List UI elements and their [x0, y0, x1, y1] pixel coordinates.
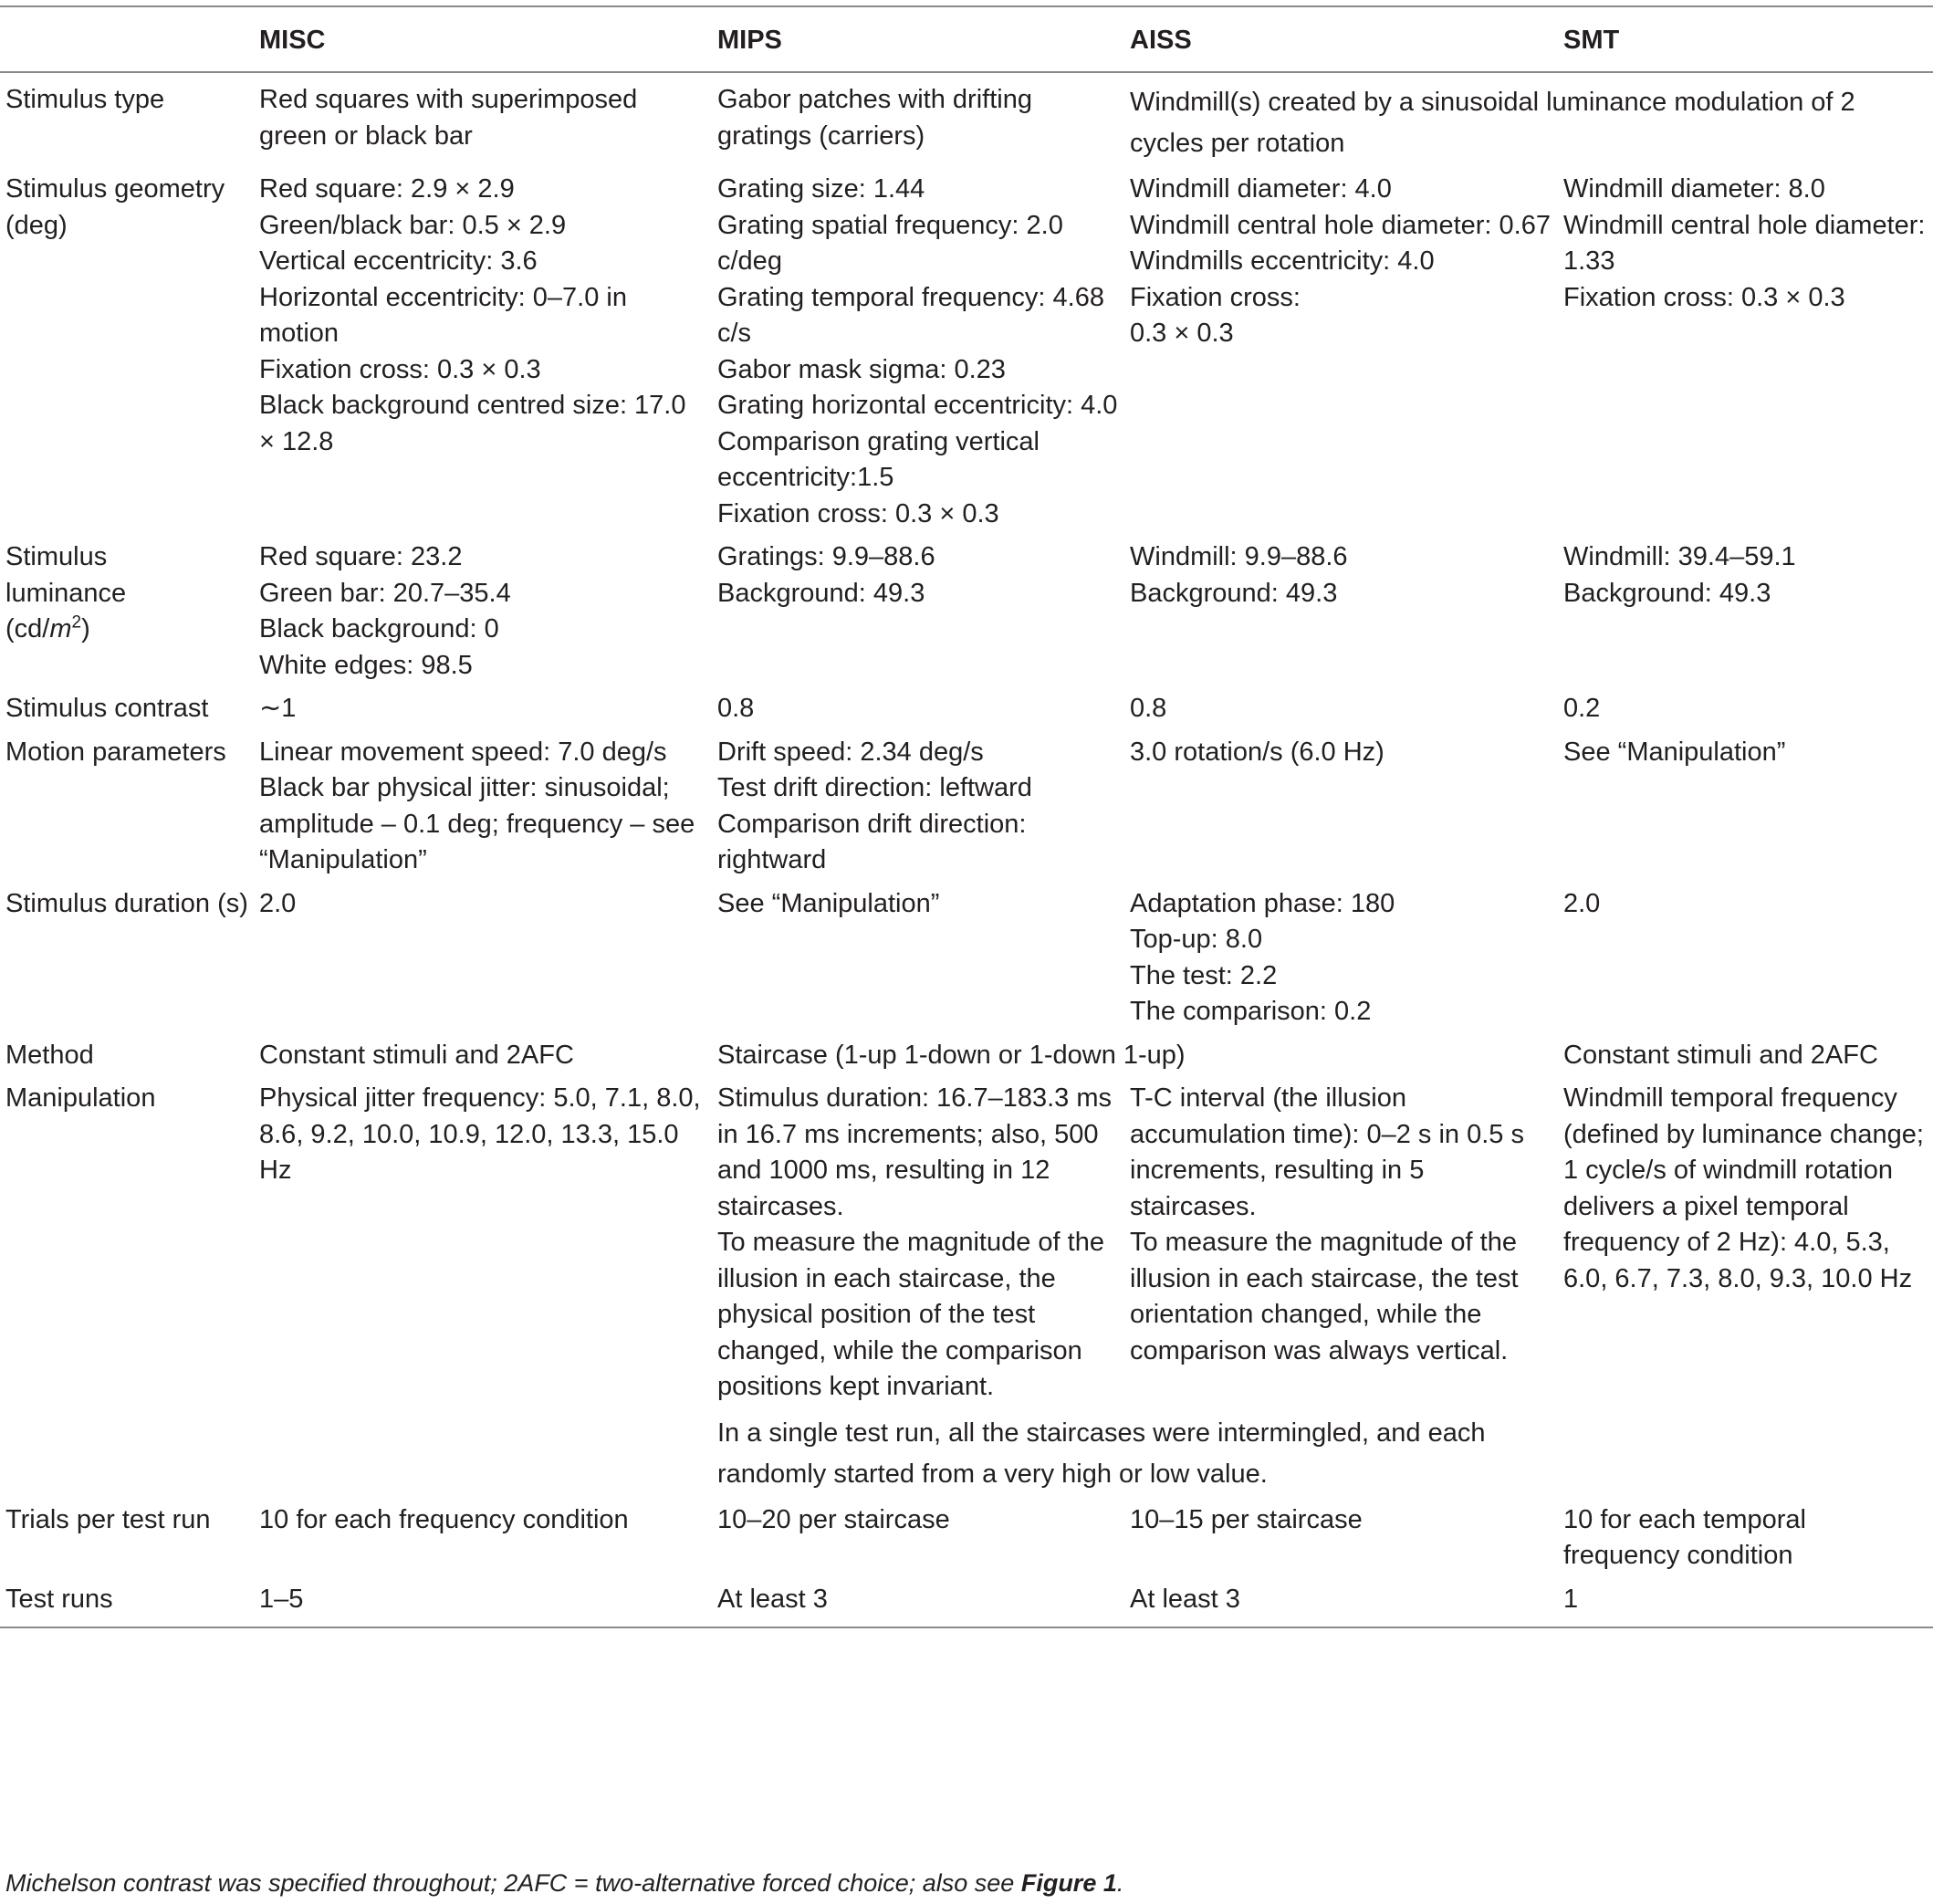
row-stimulus-geometry	[0, 168, 1933, 536]
cell-smt: Windmill diameter: 8.0 Windmill central hole diameter: 1.33 Fixation cross: 0.3 × 0.3	[1563, 174, 1926, 312]
cell-misc: Linear movement speed: 7.0 deg/s Black bar physical jitter: sinusoidal; amplitude – 0.1 deg; frequency – see “Manipulation”	[259, 737, 695, 874]
row-label: Manipulation	[5, 1083, 156, 1113]
header-row	[0, 6, 1933, 72]
row-label: Method	[5, 1040, 94, 1070]
cell-mips: Stimulus duration: 16.7–183.3 ms in 16.7 ms increments; also, 500 and 1000 ms, resulting in 12 staircases. To measure the magnitude of the illusion in each staircase, the physical position of the test changed, while the comparison positions kept invariant.	[717, 1083, 1113, 1401]
label-line2: luminance	[5, 578, 127, 608]
footnote-text: Michelson contrast was specified throughout; 2AFC = two-alternative forced choice; also see	[5, 1869, 1021, 1897]
cell-misc: ∼1	[259, 694, 297, 723]
cell-misc: Red square: 2.9 × 2.9 Green/black bar: 0.5 × 2.9 Vertical eccentricity: 3.6 Horizontal eccentricity: 0–7.0 in motion Fixation cross: 0.3 × 0.3 Black background centred size: 17.0 × 12.8	[259, 174, 686, 456]
row-label: Stimulus duration (s)	[5, 888, 248, 918]
label-unit-m: m	[49, 614, 72, 643]
cell-smt: See “Manipulation”	[1563, 737, 1786, 767]
cell-mips: At least 3	[717, 1584, 828, 1614]
cell-aiss: T-C interval (the illusion accumulation time): 0–2 s in 0.5 s increments, resulting in 5 staircases. To measure the magnitude of the illusion in each staircase, the test orientation changed, while the comparison was always vertical.	[1130, 1083, 1524, 1365]
cell-aiss: Adaptation phase: 180 Top-up: 8.0 The test: 2.2 The comparison: 0.2	[1130, 888, 1395, 1026]
cell-aiss-smt: Windmill(s) created by a sinusoidal luminance modulation of 2 cycles per rotation	[1130, 88, 1855, 158]
figure-reference-link[interactable]: Figure 1	[1020, 1869, 1117, 1897]
label-unit-close: )	[81, 614, 90, 643]
row-label: Trials per test run	[5, 1504, 211, 1534]
cell-aiss: 10–15 per staircase	[1130, 1504, 1363, 1534]
row-label: Stimulus geometry (deg)	[5, 174, 225, 240]
label-line1: Stimulus	[5, 542, 108, 571]
cell-mips: 10–20 per staircase	[717, 1504, 950, 1534]
cell-mips: Grating size: 1.44 Grating spatial frequency: 2.0 c/deg Grating temporal frequency: 4.68 c/s Gabor mask sigma: 0.23 Grating horizontal eccentricity: 4.0 Comparison grating vertical eccentricity:1.5 Fixation cross: 0.3 × 0.3	[717, 174, 1118, 528]
cell-smt: Windmill temporal frequency (defined by luminance change; 1 cycle/s of windmill rotation delivers a pixel temporal frequency of 2 Hz): 4.0, 5.3, 6.0, 6.7, 7.3, 8.0, 9.3, 10.0 Hz	[1563, 1083, 1924, 1293]
cell-smt: 1	[1563, 1584, 1579, 1614]
row-test-runs	[0, 1578, 1933, 1628]
row-label: Stimulus contrast	[5, 694, 209, 723]
row-trials	[0, 1499, 1933, 1578]
cell-misc: 2.0	[259, 888, 297, 918]
row-method	[0, 1034, 1933, 1078]
cell-mips-aiss-note: In a single test run, all the staircases were intermingled, and each randomly started from a very high or low value.	[717, 1418, 1486, 1489]
cell-misc: 10 for each frequency condition	[259, 1504, 629, 1534]
header-empty	[0, 6, 254, 72]
row-stimulus-type	[0, 72, 1933, 168]
label-unit-sup: 2	[71, 612, 82, 633]
header-smt: SMT	[1563, 26, 1620, 55]
footnote-end: .	[1116, 1869, 1124, 1897]
header-misc: MISC	[259, 26, 326, 55]
cell-aiss: At least 3	[1130, 1584, 1240, 1614]
cell-mips: See “Manipulation”	[717, 888, 940, 918]
row-manipulation	[0, 1077, 1933, 1409]
cell-misc: 1–5	[259, 1584, 304, 1614]
row-stimulus-duration	[0, 883, 1933, 1034]
header-mips: MIPS	[717, 26, 782, 55]
cell-misc: Physical jitter frequency: 5.0, 7.1, 8.0, 8.6, 9.2, 10.0, 10.9, 12.0, 13.3, 15.0 Hz	[259, 1083, 701, 1185]
row-stimulus-contrast	[0, 687, 1933, 731]
cell-mips: Gabor patches with drifting gratings (carriers)	[717, 85, 1032, 151]
cell-misc: Red square: 23.2 Green bar: 20.7–35.4 Black background: 0 White edges: 98.5	[259, 542, 511, 680]
cell-aiss: 3.0 rotation/s (6.0 Hz)	[1130, 737, 1384, 767]
cell-mips-aiss: Staircase (1-up 1-down or 1-down 1-up)	[717, 1040, 1186, 1070]
cell-smt: Constant stimuli and 2AFC	[1563, 1040, 1878, 1070]
cell-misc: Constant stimuli and 2AFC	[259, 1040, 574, 1070]
table-footnote	[5, 1867, 1123, 1899]
cell-misc: Red squares with superimposed green or black bar	[259, 85, 638, 151]
cell-mips: Gratings: 9.9–88.6 Background: 49.3	[717, 542, 935, 608]
row-label: Test runs	[5, 1584, 113, 1614]
cell-smt: Windmill: 39.4–59.1 Background: 49.3	[1563, 542, 1796, 608]
row-stimulus-luminance	[0, 536, 1933, 687]
cell-aiss: 0.8	[1130, 694, 1167, 723]
cell-aiss: Windmill: 9.9–88.6 Background: 49.3	[1130, 542, 1348, 608]
cell-mips: 0.8	[717, 694, 755, 723]
header-aiss: AISS	[1130, 26, 1192, 55]
label-unit-open: (cd/	[5, 614, 50, 643]
row-label	[0, 536, 254, 687]
row-label: Stimulus type	[5, 85, 165, 114]
cell-aiss: Windmill diameter: 4.0 Windmill central hole diameter: 0.67 Windmills eccentricity: 4.0 Fixation cross: 0.3 × 0.3	[1130, 174, 1551, 348]
row-motion-parameters	[0, 731, 1933, 883]
cell-smt: 2.0	[1563, 888, 1601, 918]
row-label: Motion parameters	[5, 737, 226, 767]
cell-mips: Drift speed: 2.34 deg/s Test drift direction: leftward Comparison drift direction: rightward	[717, 737, 1032, 874]
parameters-table	[0, 5, 1933, 1628]
cell-smt: 10 for each temporal frequency condition	[1563, 1504, 1806, 1570]
cell-smt: 0.2	[1563, 694, 1601, 723]
